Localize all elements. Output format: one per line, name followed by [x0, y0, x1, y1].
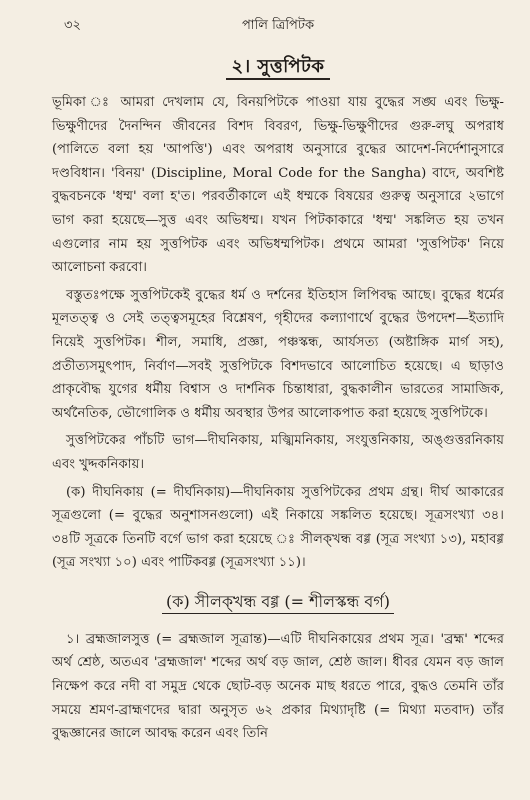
- paragraph-introduction: ভূমিকা ঃ আমরা দেখলাম যে, বিনয়পিটকে পাওয়া যায় বুদ্ধের সঙ্ঘ এবং ভিক্ষু-ভিক্ষুণীদের দৈনন্দিন জীবনের বিশদ বিবরণ, ভিক্ষু-ভিক্ষুণীদের গুরু-লঘু অপরাধ (পালিতে বলা হয় 'আপত্তি') এবং অপরাধ অনুসারে বুদ্ধের আদেশ-নির্দেশানুসারে দণ্ডবিধান। 'বিনয়' (Discipline, Moral Code for the Sangha) বাদে, অবশিষ্ট বুদ্ধবচনকে 'ধম্ম' বলা হ'ত। পরবর্তীকালে এই ধম্মকে বিষয়ের গুরুত্ব অনুসারে ২ভাগে ভাগ করা হয়েছে—সুত্ত এবং অভিধম্ম। যখন পিটকাকারে 'ধম্ম' সঙ্কলিত হয় তখন এগুলোর নাম হয় সুত্তপিটক এবং অভিধম্মপিটক। প্রথমে আমরা 'সুত্তপিটক' নিয়ে আলোচনা করবো।: [52, 95, 504, 276]
- running-title: পালি ত্রিপিটক: [241, 18, 315, 33]
- subsection-title: [52, 589, 504, 616]
- paragraph-divisions: সুত্তপিটকের পাঁচটি ভাগ—দীঘনিকায়, মজ্ঝিমনিকায়, সংযুত্তনিকায়, অঙ্গুত্তরনিকায় এবং খুদ্দকনিকায়।: [52, 433, 504, 472]
- paragraph-brahmajala: ১। ব্রহ্মজালসুত্ত (= ব্রহ্মজাল সূত্রান্ত)—এটি দীঘনিকায়ের প্রথম সূত্র। 'ব্রহ্ম' শব্দের অর্থ শ্রেষ্ঠ, অতএব 'ব্রহ্মজাল' শব্দের অর্থ বড় জাল, শ্রেষ্ঠ জাল। ধীবর যেমন বড় জাল নিক্ষেপ করে নদী বা সমুদ্র থেকে ছোট-বড় অনেক মাছ ধরতে পারে, বুদ্ধও তেমনি তাঁর সময়ে শ্রমণ-ব্রাহ্মণদের দ্বারা অনুসৃত ৬২ প্রকার মিথ্যাদৃষ্টি (= মিথ্যা মতবাদ) তাঁর বুদ্ধজ্ঞানের জালে আবদ্ধ করেন এবং তিনি: [52, 631, 504, 742]
- subsection-title-text: (ক) সীলক্খন্ধ বগ্গ (= শীলস্কন্ধ বর্গ): [162, 592, 394, 614]
- section-title-text: ২। সুত্তপিটক: [226, 56, 331, 80]
- paragraph-dighanikaya: (ক) দীঘনিকায় (= দীর্ঘনিকায়)—দীঘনিকায় সুত্তপিটকের প্রথম গ্রন্থ। দীর্ঘ আকারের সূত্রগুলো (= বুদ্ধের অনুশাসনগুলো) এই নিকায়ে সঙ্কলিত হয়েছে। সূত্রসংখ্যা ৩৪। ৩৪টি সূত্রকে তিনটি বর্গে ভাগ করা হয়েছে ঃ সীলক্খন্ধ বগ্গ (সূত্র সংখ্যা ১৩), মহাবগ্গ (সূত্র সংখ্যা ১০) এবং পাটিকবগ্গ (সূত্রসংখ্যা ১১)।: [52, 484, 504, 571]
- section-title: [52, 52, 504, 83]
- paragraph-content: বস্তুতঃপক্ষে সুত্তপিটকেই বুদ্ধের ধর্ম ও দর্শনের ইতিহাস লিপিবদ্ধ আছে। বুদ্ধের ধর্মের মূলতত্ত্ব ও সেই তত্ত্বসমূহের বিশ্লেষণ, গৃহীদের কল্যাণার্থে বুদ্ধের উপদেশ—ইত্যাদি নিয়েই সুত্তপিটক। শীল, সমাধি, প্রজ্ঞা, পঞ্চস্কন্ধ, আর্যসত্য (অষ্টাঙ্গিক মার্গ সহ), প্রতীত্যসমুৎপাদ, নির্বাণ—সবই সুত্তপিটকে বিশদভাবে আলোচিত হয়েছে। এ ছাড়াও প্রাকৃবৌদ্ধ যুগের ধর্মীয় বিশ্বাস ও দার্শনিক চিন্তাধারা, বুদ্ধকালীন ভারতের সামাজিক, অর্থনৈতিক, ভৌগোলিক ও ধর্মীয় অবস্থার উপর আলোকপাত করা হয়েছে সুত্তপিটকে।: [52, 287, 504, 421]
- page-number: ৩২: [64, 18, 81, 33]
- page-header: [52, 12, 504, 36]
